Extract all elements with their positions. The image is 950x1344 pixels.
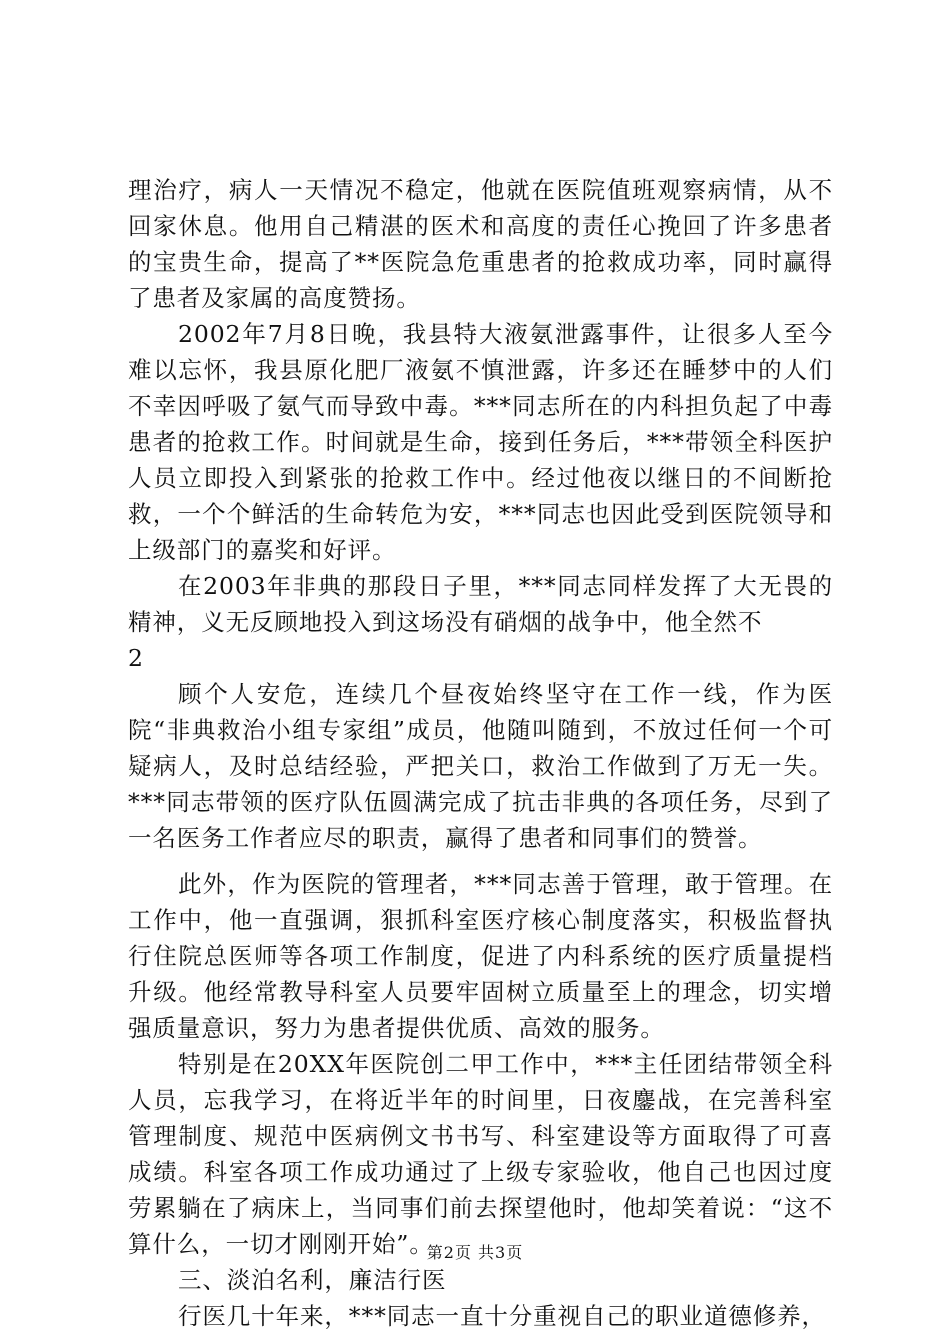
document-body (128, 172, 833, 1334)
paragraph-treatment: 理治疗，病人一天情况不稳定，他就在医院值班观察病情，从不回家休息。他用自己精湛的医术和高度的责任心挽回了许多患者的宝贵生命，提高了**医院急危重患者的抢救成功率，同时赢得了患者及家属的高度赞扬。 (128, 176, 833, 312)
paragraph-ammonia-leak: 2002年7月8日晚，我县特大液氨泄露事件，让很多人至今难以忘怀，我县原化肥厂液氨不慎泄露，许多还在睡梦中的人们不幸因呼吸了氨气而导致中毒。***同志所在的内科担负起了中毒患者的抢救工作。时间就是生命，接到任务后，***带领全科医护人员立即投入到紧张的抢救工作中。经过他夜以继日的不间断抢救，一个个鲜活的生命转危为安，***同志也因此受到医院领导和上级部门的嘉奖和好评。 (128, 320, 833, 564)
inline-page-number: 2 (128, 644, 144, 672)
section-heading: 三、淡泊名利，廉洁行医 (178, 1266, 447, 1294)
paragraph-sars-start: 在2003年非典的那段日子里，***同志同样发挥了大无畏的精神，义无反顾地投入到这场没有硝烟的战争中，他全然不 (128, 572, 833, 636)
paragraph-spacer (128, 856, 833, 866)
paragraph-sars-continued: 顾个人安危，连续几个昼夜始终坚守在工作一线，作为医院“非典救治小组专家组”成员，他随叫随到，不放过任何一个可疑病人，及时总结经验，严把关口，救治工作做到了万无一失。***同志带领的医疗队伍圆满完成了抗击非典的各项任务，尽到了一名医务工作者应尽的职责，赢得了患者和同事们的赞誉。 (128, 680, 833, 852)
page-footer: 第2页 共3页 (426, 1243, 524, 1262)
paragraph-ethics: 行医几十年来，***同志一直十分重视自己的职业道德修养， (178, 1302, 826, 1330)
paragraph-management: 此外，作为医院的管理者，***同志善于管理，敢于管理。在工作中，他一直强调，狠抓科室医疗核心制度落实，积极监督执行住院总医师等各项工作制度，促进了内科系统的医疗质量提档升级。他经常教导科室人员要牢固树立质量至上的理念，切实增强质量意识，努力为患者提供优质、高效的服务。 (128, 870, 833, 1042)
paragraph-grade-two: 特别是在20XX年医院创二甲工作中，***主任团结带领全科人员，忘我学习，在将近半年的时间里，日夜鏖战，在完善科室管理制度、规范中医病例文书书写、科室建设等方面取得了可喜成绩。科室各项工作成功通过了上级专家验收，他自己也因过度劳累躺在了病床上，当同事们前去探望他时，他却笑着说：“这不算什么，一切才刚刚开始”。 (128, 1050, 833, 1258)
